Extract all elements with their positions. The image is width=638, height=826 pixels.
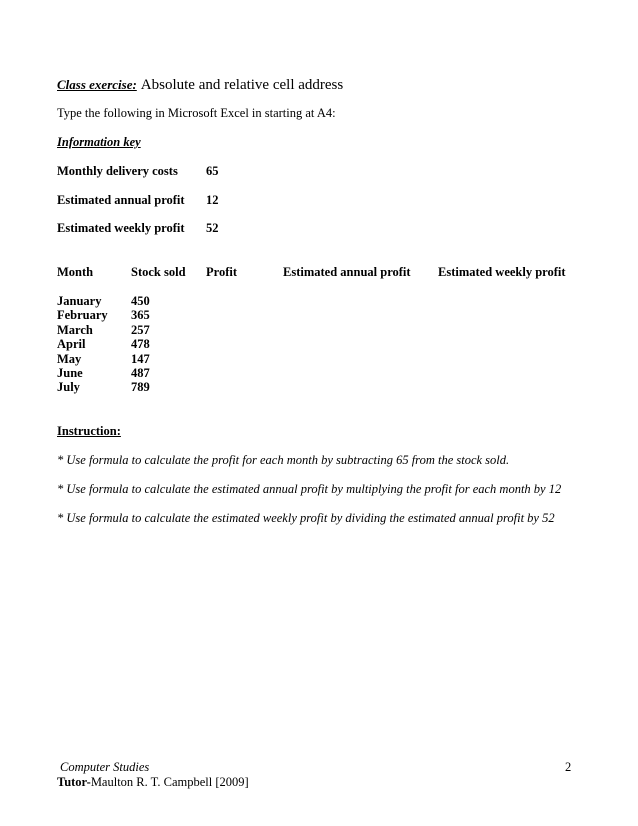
exercise-title [57,76,343,94]
stock-column [131,294,150,395]
table-header-month: Month [57,265,94,279]
table-header-estimated-weekly-profit: Estimated weekly profit [438,265,566,279]
page-number: 2 [565,760,572,774]
table-row-stock: 147 [131,351,150,366]
footer-tutor-label: Tutor- [57,775,91,789]
table-row-month: May [57,351,82,366]
table-row-stock: 789 [131,380,150,395]
info-label-delivery: Monthly delivery costs [57,164,178,178]
table-row-stock: 487 [131,366,150,381]
exercise-heading: Absolute and relative cell address [140,77,344,93]
exercise-label: Class exercise: [57,77,137,92]
intro-text: Type the following in Microsoft Excel in starting at A4: [57,106,336,120]
table-row-month: June [57,366,83,381]
information-key-heading: Information key [57,135,141,149]
info-value-weekly: 52 [206,221,219,235]
table-row-stock: 365 [131,308,150,323]
info-label-weekly: Estimated weekly profit [57,221,185,235]
footer-subject: Computer Studies [60,760,150,774]
info-value-annual: 12 [206,193,219,207]
table-row-stock: 257 [131,322,150,337]
table-row-stock: 450 [131,294,150,308]
table-row-month: March [57,322,93,337]
footer-tutor [57,775,249,790]
table-header-stock-sold: Stock sold [131,265,186,279]
month-column [57,294,108,395]
table-row-month: July [57,380,80,395]
table-row-month: April [57,337,86,352]
instruction-item: * Use formula to calculate the estimated weekly profit by dividing the estimated annual profit by 52 [57,511,555,525]
table-header-profit: Profit [206,265,238,279]
table-header-estimated-annual-profit: Estimated annual profit [283,265,411,279]
instruction-heading: Instruction: [57,424,121,438]
table-row-stock: 478 [131,337,150,352]
info-label-annual: Estimated annual profit [57,193,185,207]
info-value-delivery: 65 [206,164,219,178]
instruction-item: * Use formula to calculate the estimated annual profit by multiplying the profit for each month by 12 [57,482,562,496]
footer-tutor-name: Maulton R. T. Campbell [2009] [90,775,249,789]
table-row-month: January [57,294,102,308]
instruction-item: * Use formula to calculate the profit for each month by subtracting 65 from the stock sold. [57,453,510,467]
table-row-month: February [57,308,108,323]
